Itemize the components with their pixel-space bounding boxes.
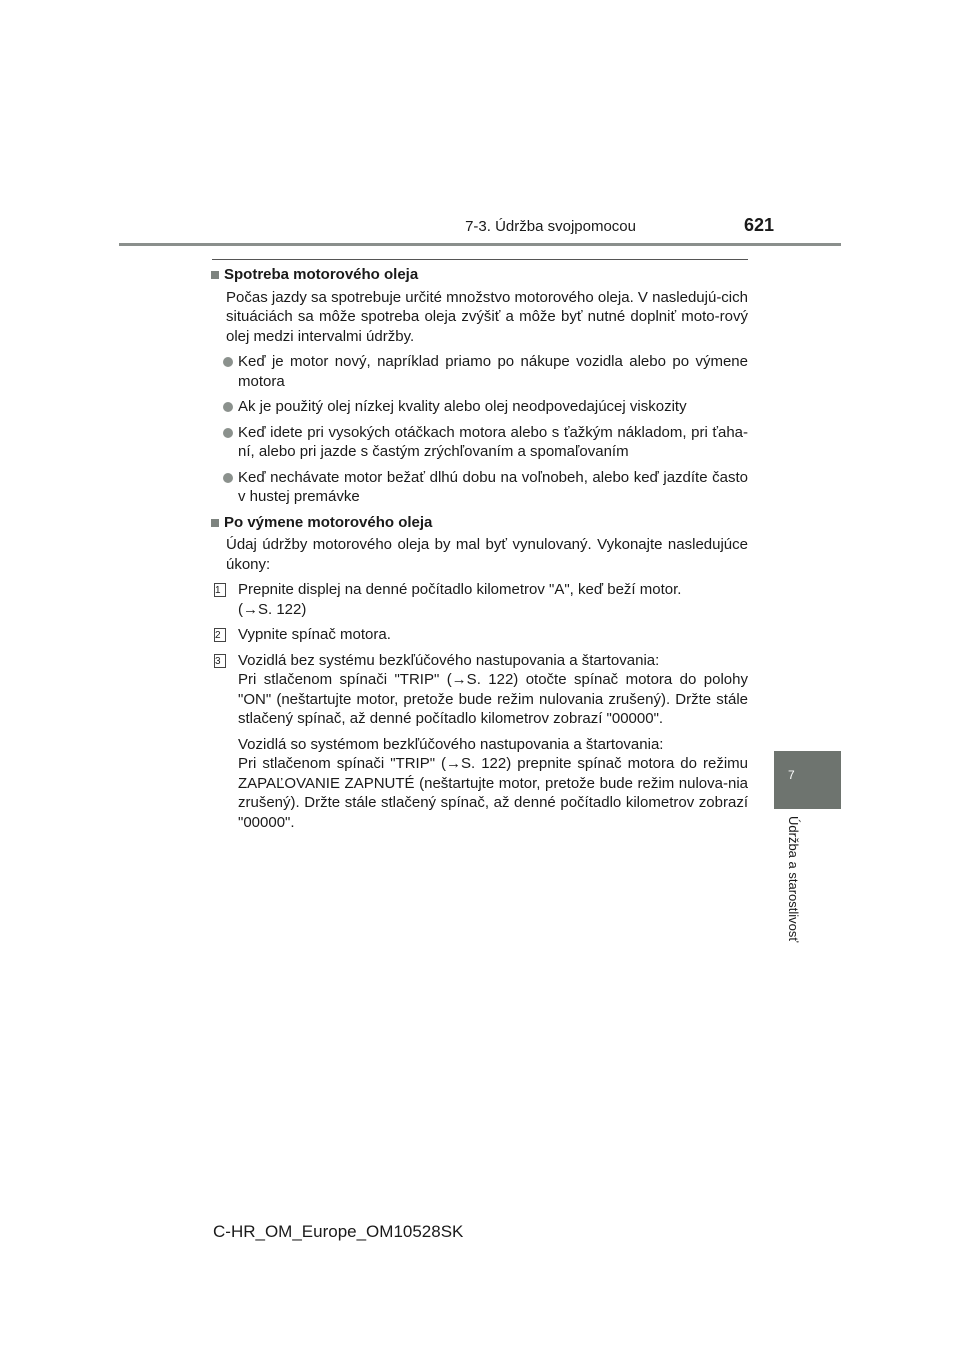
step-variant [211,735,748,833]
section-title: Po výmene motorového oleja [224,513,433,531]
content-rule [212,259,748,260]
header-rule [119,243,841,246]
circle-bullet-icon [223,402,233,412]
circle-bullet-icon [223,428,233,438]
list-item [211,397,748,417]
chapter-number: 7 [788,768,795,782]
step-text: Pri stlačenom spínači "TRIP" (→S. 122) prepnite spínač motora do režimu ZAPAĽOVANIE ZAPNUTÉ (neštartujte motor, pretože bude režim nulova-nia zrušený). Držte stále stlačený spínač, až denné počítadlo kilometrov zobrazí "00000". [238,755,748,831]
step-text: Vypnite spínač motora. [238,626,391,643]
section-intro: Počas jazdy sa spotrebuje určité množstvo motorového oleja. V nasledujú-cich situáciách sa môže spotreba oleja zvýšiť a môže byť nutné doplniť moto-rový olej medzi intervalmi údržby. [226,288,748,345]
circle-bullet-icon [223,357,233,367]
list-item-text: Keď nechávate motor bežať dlhú dobu na voľnobeh, alebo keď jazdíte často v hustej premávke [238,468,748,505]
square-bullet-icon [211,271,219,279]
step-item [211,580,748,619]
list-item-text: Keď je motor nový, napríklad priamo po nákupe vozidla alebo po výmene motora [238,353,748,390]
header-section-title: 7-3. Údržba svojpomocou [465,218,636,235]
step-reference: (→S. 122) [238,600,307,618]
step-number-badge: 2 [214,628,226,642]
list-item [211,468,748,507]
circle-bullet-icon [223,473,233,483]
step-item [211,651,748,729]
list-item-text: Keď idete pri vysokých otáčkach motora alebo s ťažkým nákladom, pri ťaha-ní, alebo pri jazde s častým zrýchľovaním a spomaľovaním [238,423,748,460]
chapter-title: Údržba a starostlivosť [786,816,801,943]
step-number-badge: 1 [214,583,226,597]
step-subheading: Vozidlá so systémom bezkľúčového nastupovania a štartovania: [238,735,664,753]
step-item [211,625,748,645]
list-item [211,352,748,391]
square-bullet-icon [211,519,219,527]
step-subheading: Vozidlá bez systému bezkľúčového nastupovania a štartovania: [238,651,660,669]
section-heading [211,513,748,533]
section-title: Spotreba motorového oleja [224,266,419,283]
step-text: Pri stlačenom spínači "TRIP" (→S. 122) otočte spínač motora do polohy "ON" (neštartujte motor, pretože bude režim nulovania zrušený). Držte stále stlačený spínač, až denné počítadlo kilometrov zobrazí "00000". [238,671,748,727]
section-intro: Údaj údržby motorového oleja by mal byť vynulovaný. Vykonajte nasledujúce úkony: [226,536,748,573]
page-number: 621 [744,215,775,235]
chapter-tab [774,751,841,809]
list-item-text: Ak je použitý olej nízkej kvality alebo olej neodpovedajúcej viskozity [238,398,687,415]
footer-document-id: C-HR_OM_Europe_OM10528SK [213,1222,464,1241]
page-content [211,265,748,832]
list-item [211,423,748,462]
step-number-badge: 3 [214,654,226,668]
step-text: Prepnite displej na denné počítadlo kilometrov "A", keď beží motor. [238,581,682,598]
section-heading [211,265,748,285]
